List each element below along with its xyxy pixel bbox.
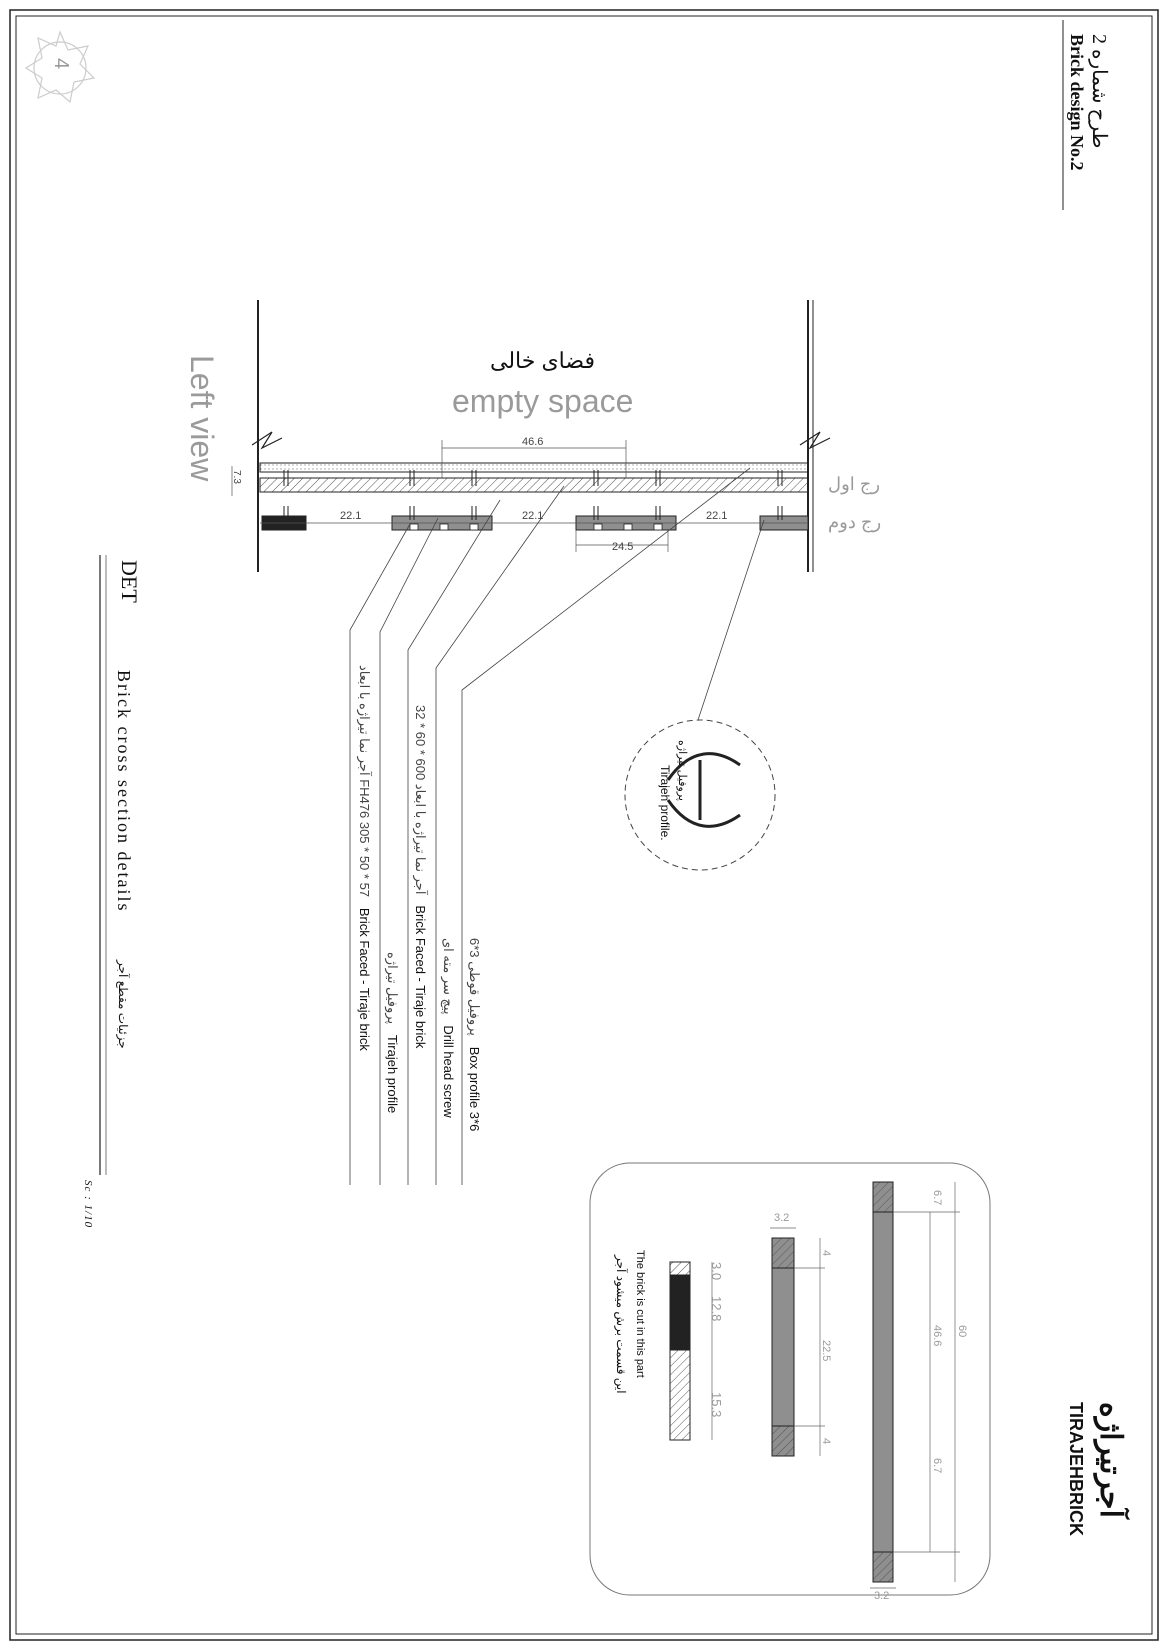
brand-fa: آجرتیراژه: [1094, 1402, 1127, 1518]
legend-item-1: [466, 938, 482, 1131]
dim-gap-1: 22.1: [340, 510, 362, 522]
callout-en: Tirajeh profile.: [658, 765, 672, 841]
detail-note-en: The brick is cut in this part: [634, 1250, 646, 1378]
break-mark-left: [252, 432, 282, 448]
detail-dim-overall: 60: [956, 1325, 968, 1338]
detail-dim-cut-a: 3.0: [709, 1262, 724, 1281]
det-label: DET: [117, 560, 142, 603]
title-fa: طرح شماره: [1088, 49, 1110, 149]
legend-item-4-en: Tirajeh profile: [385, 1034, 400, 1114]
legend-item-2-fa: پیچ سر مته ای: [441, 938, 456, 1015]
detail-dim-thickness-b: 3.2: [774, 1212, 790, 1224]
detail-dim-side-left: 4: [820, 1250, 832, 1257]
dim-thickness: 7.3: [231, 470, 242, 484]
detail-cut-brick-solid: [670, 1275, 690, 1350]
detail-dim-mid-span: 22.5: [820, 1340, 832, 1362]
detail-dim-cut-c: 15.3: [709, 1392, 724, 1418]
empty-space-fa: فضای خالی: [490, 348, 595, 373]
detail-dim-thickness-a: 3.2: [874, 1590, 890, 1602]
cross-section-fa: جزئیات مقطع آجر: [116, 960, 130, 1049]
legend-item-2: [440, 938, 456, 1118]
detail-dimension-lines: [712, 1182, 960, 1588]
title-en: Brick design No.2: [1067, 34, 1087, 171]
dim-top-span: 46.6: [522, 436, 544, 448]
outer-border: [10, 10, 1158, 1640]
sheet-badge: 4: [50, 58, 72, 70]
legend-item-4: [384, 952, 400, 1113]
legend-item-2-en: Drill head screw: [441, 1025, 456, 1118]
row-second-label: رج دوم: [828, 512, 882, 532]
detail-mid-brick: [772, 1238, 794, 1456]
legend-item-3: [412, 705, 428, 1048]
detail-mid-brick-end-b: [772, 1426, 794, 1456]
dim-gap-3: 22.1: [706, 510, 728, 522]
top-layer: [260, 463, 808, 472]
dim-bottom-span: 24.5: [612, 541, 634, 553]
detail-dim-edge-right: 6.7: [931, 1458, 943, 1474]
title-block: [1087, 34, 1112, 148]
cross-section-en: Brick cross section details: [114, 670, 134, 913]
legend-item-5-fa: آجر نما تیراژه با ابعاد FH476 305 * 50 * 57: [357, 665, 372, 898]
break-mark-right: [800, 432, 830, 448]
legend-item-4-fa: پروفیل تیراژه: [385, 952, 400, 1025]
detail-long-brick-end-a: [873, 1182, 893, 1212]
empty-space-en: empty space: [452, 383, 634, 419]
detail-mid-brick-end-a: [772, 1238, 794, 1268]
detail-note-fa: این قسمت برش میشود آجر: [614, 1255, 628, 1394]
detail-dim-inner: 46.6: [931, 1325, 943, 1347]
inner-border: [16, 16, 1152, 1634]
view-label: Left view: [184, 355, 220, 482]
first-row-band: [260, 478, 808, 492]
detail-long-brick: [873, 1182, 893, 1582]
row-first-label: رج اول: [828, 474, 881, 494]
legend-item-5: [356, 665, 372, 1051]
legend-item-1-en: Box profile 3*6: [467, 1046, 482, 1132]
dimension-lines: [232, 440, 808, 552]
detail-dim-cut-b: 12.8: [709, 1296, 724, 1322]
legend-item-1-fa: پروفیل قوطی 3*6: [467, 938, 482, 1036]
legend-item-3-fa: آجر نما تیراژه با ابعاد 600 * 60 * 32: [413, 705, 428, 895]
detail-dim-edge-left: 6.7: [931, 1190, 943, 1206]
brick-teeth: [410, 524, 662, 530]
callout-fa: پروفیل تیراژه: [676, 740, 688, 801]
dim-gap-2: 22.1: [522, 510, 544, 522]
legend-item-3-en: Brick Faced - Tiraje brick: [413, 905, 428, 1049]
scale: Sc : 1/10: [82, 1180, 94, 1229]
title-number: 2: [1088, 34, 1110, 44]
brand-en: TIRAJEHBRICK: [1066, 1402, 1086, 1537]
legend-item-5-en: Brick Faced - Tiraje brick: [357, 907, 372, 1051]
detail-long-brick-end-b: [873, 1552, 893, 1582]
detail-dim-side-right: 4: [820, 1438, 832, 1445]
